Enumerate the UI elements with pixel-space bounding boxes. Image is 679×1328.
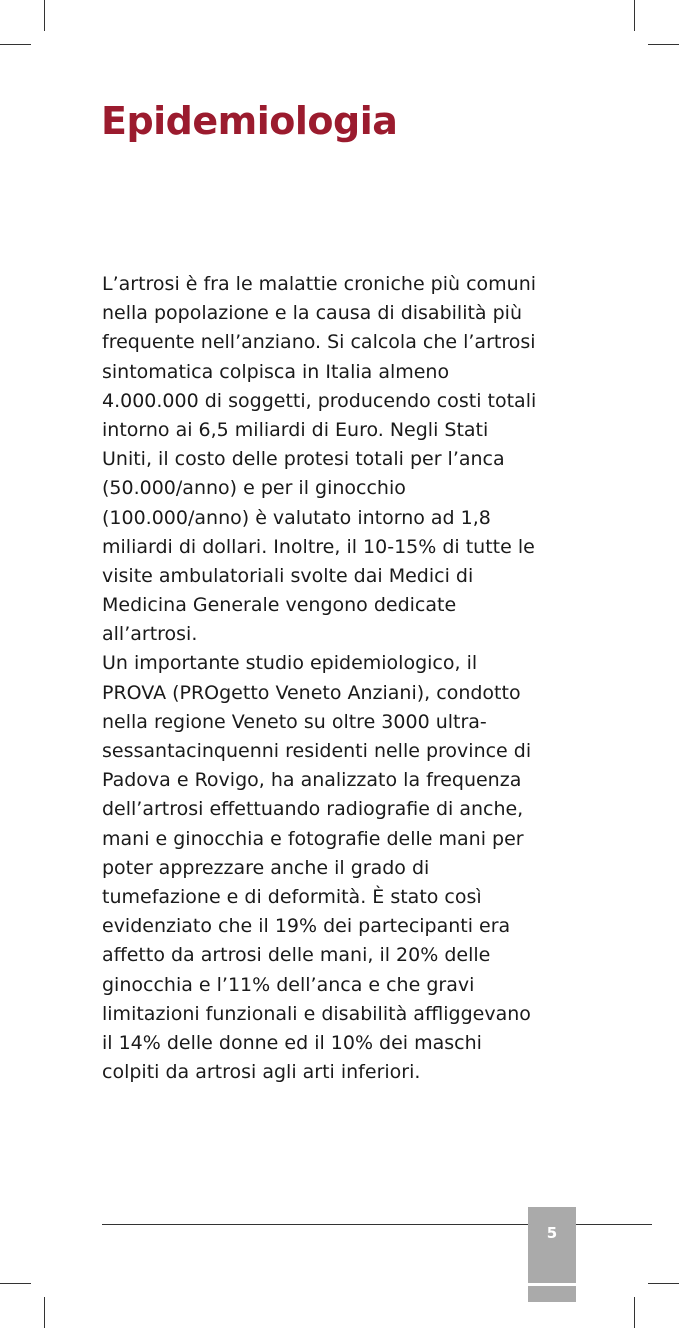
text-line: nella popolazione e la causa di disabilità più	[102, 302, 522, 325]
text-line: evidenziato che il 19% dei partecipanti era	[102, 915, 511, 938]
text-line: frequente nell’anziano. Si calcola che l’artrosi	[102, 331, 536, 354]
text-line: sintomatica colpisca in Italia almeno	[102, 360, 450, 383]
text-line: sessantacinquenni residenti nelle province di	[102, 740, 532, 762]
text-line: affetto da artrosi delle mani, il 20% delle	[102, 944, 491, 967]
text-line: 4.000.000 di soggetti, producendo costi totali	[102, 389, 537, 412]
crop-mark-top-left-horizontal	[0, 44, 31, 45]
crop-mark-top-right-horizontal	[648, 44, 679, 45]
text-line: Un importante studio epidemiologico, il	[102, 652, 478, 675]
page-title: Epidemiologia	[101, 99, 398, 143]
text-line: (50.000/anno) e per il ginocchio	[102, 477, 406, 500]
text-line: Uniti, il costo delle protesi totali per l’anca	[102, 448, 505, 471]
text-line: L’artrosi è fra le malattie croniche più comuni	[102, 273, 537, 295]
crop-mark-top-left-vertical	[44, 0, 45, 31]
text-line: poter apprezzare anche il grado di	[102, 856, 430, 879]
crop-mark-bottom-left-horizontal	[0, 1283, 31, 1284]
text-line: intorno ai 6,5 miliardi di Euro. Negli Stati	[102, 418, 489, 441]
body-text	[102, 270, 592, 1087]
text-line: colpiti da artrosi agli arti inferiori.	[102, 1061, 421, 1084]
text-line: Medicina Generale vengono dedicate	[102, 594, 457, 617]
text-line: mani e ginocchia e fotografie delle mani per	[102, 827, 524, 850]
paragraph-2	[102, 649, 592, 1087]
paragraph-1	[102, 270, 592, 649]
text-line: dell’artrosi effettuando radiografie di anche,	[102, 798, 524, 821]
crop-mark-bottom-right-horizontal	[648, 1283, 679, 1284]
crop-mark-top-right-vertical	[634, 0, 635, 31]
text-line: all’artrosi.	[102, 623, 198, 646]
text-line: il 14% delle donne ed il 10% dei maschi	[102, 1031, 482, 1054]
page-number: 5	[546, 1224, 558, 1242]
text-line: ginocchia e l’11% dell’anca e che gravi	[102, 973, 475, 996]
text-line: Padova e Rovigo, ha analizzato la frequenza	[102, 769, 522, 792]
text-line: visite ambulatoriali svolte dai Medici di	[102, 564, 474, 587]
text-line: tumefazione e di deformità. È stato così	[102, 885, 482, 908]
text-line: (100.000/anno) è valutato intorno ad 1,8	[102, 506, 491, 529]
crop-mark-bottom-right-vertical	[634, 1297, 635, 1328]
text-line: miliardi di dollari. Inoltre, il 10-15% di tutte le	[102, 535, 535, 558]
text-line: limitazioni funzionali e disabilità affliggevano	[102, 1002, 531, 1025]
crop-mark-bottom-left-vertical	[44, 1297, 45, 1328]
text-line: nella regione Veneto su oltre 3000 ultra-	[102, 710, 487, 733]
text-line: PROVA (PROgetto Veneto Anziani), condotto	[102, 681, 521, 704]
page-tab-base	[528, 1286, 576, 1302]
page-number-tab	[528, 1207, 576, 1283]
